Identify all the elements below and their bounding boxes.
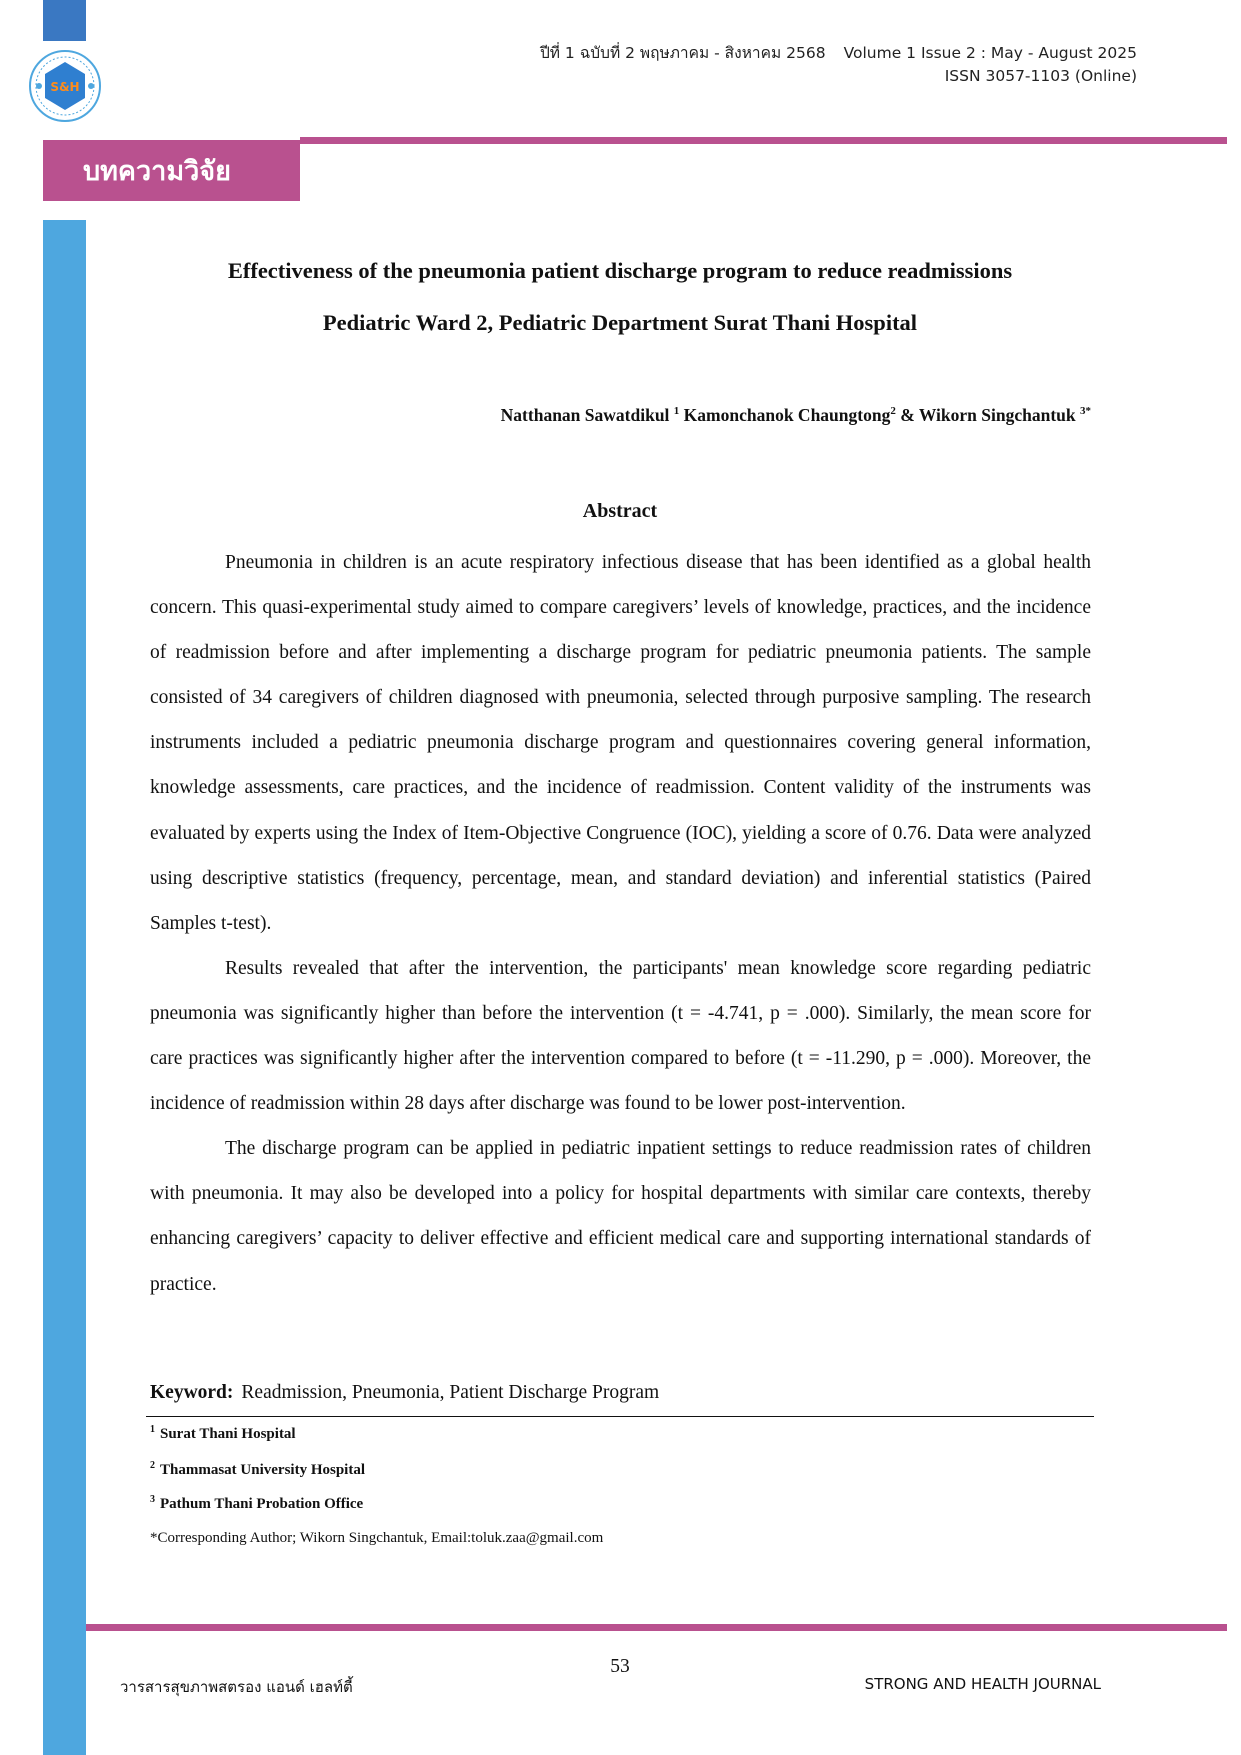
- journal-logo-icon: [27, 48, 103, 124]
- issue-line: [522, 42, 1137, 65]
- footer-journal-english: STRONG AND HEALTH JOURNAL: [864, 1675, 1101, 1693]
- logo-text: S&H: [50, 80, 80, 94]
- bottom-accent-rule: [86, 1624, 1227, 1631]
- author-sup: 2: [890, 405, 896, 418]
- abstract-paragraph: The discharge program can be applied in pediatric inpatient settings to reduce readmission rates of children with pneumonia. It may also be developed into a policy for hospital departments with similar care contexts, thereby enhancing caregivers’ capacity to deliver effective and efficient medical care and supporting international standards of practice.: [150, 1138, 1091, 1295]
- author-sup: 3*: [1080, 405, 1091, 418]
- affiliation: [150, 1424, 296, 1443]
- issue-thai: ปีที่ 1 ฉบับที่ 2 พฤษภาคม - สิงหาคม 2568: [539, 44, 826, 62]
- keywords-line: [150, 1382, 659, 1404]
- affiliation: [150, 1494, 363, 1513]
- author-list: [501, 405, 1091, 426]
- author-name: Natthanan Sawatdikul: [500, 405, 670, 425]
- affiliation: [150, 1460, 365, 1479]
- top-accent-rule: [300, 137, 1227, 144]
- affiliation-name: Thammasat University Hospital: [160, 1462, 366, 1478]
- left-side-bar: [43, 220, 86, 1755]
- abstract-heading: Abstract: [582, 500, 658, 522]
- keywords-label: Keyword:: [150, 1382, 234, 1403]
- paper-title-line-1: Effectiveness of the pneumonia patient discharge program to reduce readmissions: [227, 258, 1013, 283]
- footer-journal-thai: วารสารสุขภาพสตรอง แอนด์ เฮลท์ตี้: [120, 1678, 353, 1696]
- affiliation-sup: 2: [150, 1460, 155, 1471]
- affiliation-name: Surat Thani Hospital: [160, 1426, 296, 1442]
- abstract-paragraph: Results revealed that after the intervention, the participants' mean knowledge score regarding pediatric pneumonia was significantly higher than before the intervention (t = -4.741, p = .000). Similarly, the mean score for care practices was significantly higher after the intervention compared to before (t = -11.290, p = .000). Moreover, the incidence of readmission within 28 days after discharge was found to be lower post-intervention.: [150, 957, 1091, 1115]
- author-separator: &: [900, 405, 915, 425]
- issue-english: Volume 1 Issue 2 : May - August 2025: [843, 44, 1137, 62]
- author-name: Wikorn Singchantuk: [918, 405, 1076, 425]
- abstract-paragraph: Pneumonia in children is an acute respiratory infectious disease that has been identified as a global health concern. This quasi-experimental study aimed to compare caregivers’ levels of knowledge, practices, and the incidence of readmission before and after implementing a discharge program for pediatric pneumonia patients. The sample consisted of 34 caregivers of children diagnosed with pneumonia, selected through purposive sampling. The research instruments included a pediatric pneumonia discharge program and questionnaires covering general information, knowledge assessments, care practices, and the incidence of readmission. Content validity of the instruments was evaluated by experts using the Index of Item-Objective Congruence (IOC), yielding a score of 0.76. Data were analyzed using descriptive statistics (frequency, percentage, mean, and standard deviation) and inferential statistics (Paired Samples t-test).: [150, 552, 1091, 934]
- corner-block: [43, 0, 86, 41]
- keywords-divider: [146, 1416, 1094, 1417]
- page-number: 53: [610, 1656, 630, 1677]
- corresponding-author: *Corresponding Author; Wikorn Singchantuk, Email:toluk.zaa@gmail.com: [150, 1530, 604, 1546]
- section-label: บทความวิจัย: [43, 140, 300, 201]
- keywords-value: Readmission, Pneumonia, Patient Discharge Program: [241, 1382, 660, 1403]
- journal-header-meta: [522, 42, 1137, 88]
- author-sup: 1: [673, 405, 680, 418]
- paper-title-line-2: Pediatric Ward 2, Pediatric Department Surat Thani Hospital: [322, 310, 918, 335]
- affiliation-sup: 1: [150, 1424, 155, 1435]
- affiliation-name: Pathum Thani Probation Office: [160, 1496, 364, 1512]
- author-name: Kamonchanok Chaungtong: [683, 405, 891, 425]
- abstract-body: [150, 540, 1091, 1307]
- affiliation-sup: 3: [150, 1494, 155, 1505]
- issn: ISSN 3057-1103 (Online): [944, 67, 1137, 85]
